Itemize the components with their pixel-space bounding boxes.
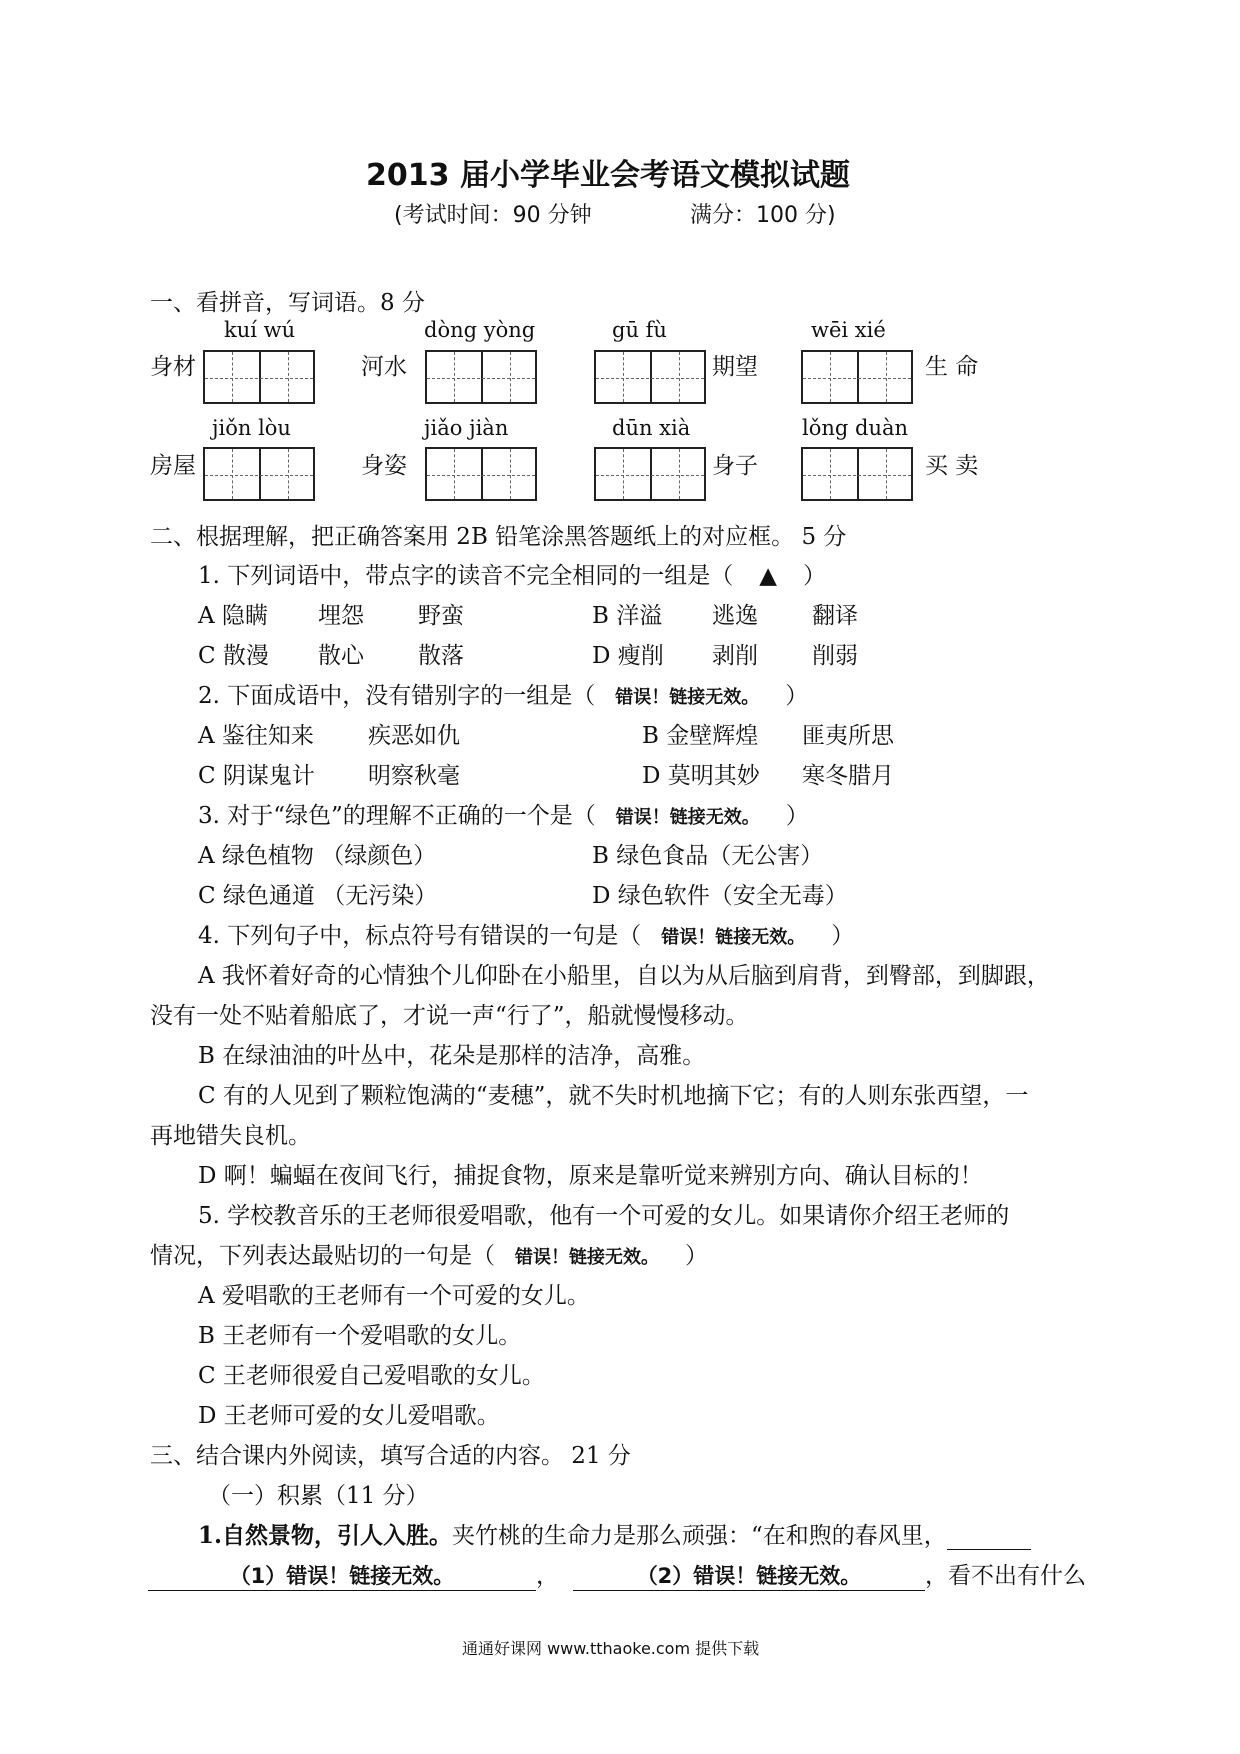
option: C 阴谋鬼计 [198,763,315,789]
question-2-stem: 2. 下面成语中，没有错别字的一组是（ 错误！链接无效。 ） [198,683,809,709]
word-prefix: 身姿 [361,453,407,479]
option-text: C 王老师很爱自己爱唱歌的女儿。 [198,1363,545,1389]
option-text: 再地错失良机。 [150,1123,311,1149]
option: B 金壁辉煌 [642,723,759,749]
pinyin: dūn xià [612,416,691,440]
option: C 散漫 [198,643,269,669]
option: 匪夷所思 [802,723,894,749]
option: D 莫明其妙 [642,763,760,789]
section2-heading: 二、根据理解，把正确答案用 2B 铅笔涂黑答题纸上的对应框。 5 分 [150,524,847,550]
word-prefix: 房屋 [150,453,196,479]
word-suffix: 期望 [712,354,758,380]
error-text: 错误！链接无效。 [661,927,806,948]
option: 疾恶如仇 [368,723,460,749]
option-text: C 有的人见到了颗粒饱满的“麦穗”，就不失时机地摘下它；有的人则东张西望，一 [198,1083,1029,1109]
option: D 绿色软件（安全无毒） [592,883,848,909]
section3-sub: （一）积累（11 分） [208,1483,429,1509]
option: B 洋溢 [592,603,663,629]
answer-mark: ▲ [759,563,777,589]
option-text: A 爱唱歌的王老师有一个可爱的女儿。 [198,1283,590,1309]
word-prefix: 河水 [361,354,407,380]
writing-grid[interactable] [594,447,706,501]
writing-grid[interactable] [425,447,537,501]
option-text: 没有一处不贴着船底了，才说一声“行了”，船就慢慢移动。 [150,1003,749,1029]
option: A 绿色植物 （绿颜色） [198,843,437,869]
writing-grid[interactable] [203,447,315,501]
pinyin: jiǎo jiàn [424,416,509,440]
option: 寒冬腊月 [802,763,894,789]
writing-grid[interactable] [594,350,706,404]
full-score: 满分：100 分) [690,203,836,228]
question-4-stem: 4. 下列句子中，标点符号有错误的一句是（ 错误！链接无效。 ） [198,923,855,949]
writing-grid[interactable] [203,350,315,404]
option-text: B 在绿油油的叶丛中，花朵是那样的洁净，高雅。 [198,1043,706,1069]
option: D 瘦削 [592,643,664,669]
option: B 绿色食品（无公害） [592,843,824,869]
error-text: 错误！链接无效。 [615,807,760,828]
option: A 鉴往知来 [198,723,314,749]
option-text: A 我怀着好奇的心情独个儿仰卧在小船里，自以为从后脑到肩背，到臀部，到脚跟， [198,963,1050,989]
exam-time: (考试时间：90 分钟 [394,203,592,228]
section1-heading: 一、看拼音，写词语。8 分 [150,290,425,316]
section3-heading: 三、结合课内外阅读，填写合适的内容。 21 分 [150,1443,631,1469]
option-text: D 啊！蝙蝠在夜间飞行，捕捉食物，原来是靠听觉来辨别方向、确认目标的！ [198,1163,983,1189]
word-prefix: 身材 [150,354,196,380]
option: 散落 [418,643,464,669]
question-1-stem: 1. 下列词语中，带点字的读音不完全相同的一组是（ ▲ ） [198,563,826,589]
word-suffix: 买 卖 [925,453,979,479]
error-text: 错误！链接无效。 [615,687,760,708]
option: 剥削 [712,643,758,669]
option: 削弱 [812,643,858,669]
writing-grid[interactable] [801,350,913,404]
page-title: 2013 届小学毕业会考语文模拟试题 [366,158,850,193]
pinyin: kuí wú [224,318,296,342]
option: 明察秋毫 [368,763,460,789]
pinyin: dòng yòng [424,318,536,342]
item-1-blanks: （1）错误！链接无效。 ， （2）错误！链接无效。 ，看不出有什么 [148,1557,1086,1591]
blank-2[interactable]: （2）错误！链接无效。 [573,1560,925,1591]
option: 翻译 [812,603,858,629]
option: 逃逸 [712,603,758,629]
option: A 隐瞒 [198,603,268,629]
blank-1[interactable]: （1）错误！链接无效。 [148,1560,536,1591]
word-suffix: 生 命 [925,354,979,380]
pinyin: wēi xié [811,318,886,342]
pinyin: jiǒn lòu [212,416,291,440]
word-suffix: 身子 [712,453,758,479]
option: 埋怨 [318,603,364,629]
pinyin: lǒng duàn [802,416,909,440]
footer: 通通好课网 www.tthaoke.com 提供下载 [462,1639,760,1658]
option-text: D 王老师可爱的女儿爱唱歌。 [198,1403,500,1429]
error-text: 错误！链接无效。 [515,1247,659,1268]
item-1: 1.自然景物，引人入胜。夹竹桃的生命力是那么顽强：“在和煦的春风里， [198,1517,1031,1550]
option: 散心 [318,643,364,669]
writing-grid[interactable] [425,350,537,404]
option: 野蛮 [418,603,464,629]
question-3-stem: 3. 对于“绿色”的理解不正确的一个是（ 错误！链接无效。 ） [198,803,809,829]
question-5-stem: 5. 学校教音乐的王老师很爱唱歌，他有一个可爱的女儿。如果请你介绍王老师的 [198,1203,1010,1229]
option: C 绿色通道 （无污染） [198,883,438,909]
writing-grid[interactable] [801,447,913,501]
pinyin: gū fù [612,318,667,342]
option-text: B 王老师有一个爱唱歌的女儿。 [198,1323,522,1349]
question-5-stem-cont: 情况，下列表达最贴切的一句是（ 错误！链接无效。 ） [150,1243,708,1269]
